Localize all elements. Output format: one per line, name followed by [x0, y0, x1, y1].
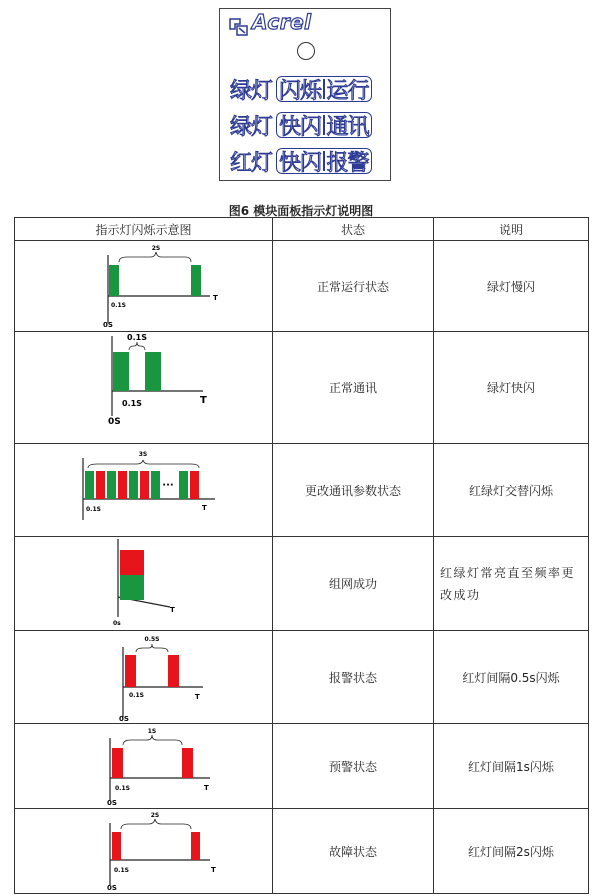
axis-label: T	[211, 866, 216, 874]
pulse-mark	[145, 352, 161, 391]
origin-label: 0S	[103, 321, 113, 329]
timing-diagram	[15, 809, 273, 893]
panel-row-box	[276, 148, 372, 174]
indicator-led	[297, 42, 315, 60]
pulse-mark	[107, 471, 116, 499]
interval-label: 0.1S	[127, 333, 147, 342]
diagram-cell	[15, 809, 273, 894]
pulse-mark	[112, 748, 123, 778]
ellipsis: ···	[162, 480, 174, 491]
timing-diagram	[15, 537, 273, 630]
timing-diagram	[15, 631, 273, 723]
state-cell: 正常通讯	[273, 332, 434, 444]
table-row	[15, 444, 589, 537]
diagram-cell	[15, 444, 273, 537]
interval-label: 0.5S	[144, 636, 160, 643]
axis-label: T	[200, 395, 207, 406]
pulse-label: 0.1S	[129, 692, 144, 699]
panel-word: 报警	[326, 150, 369, 176]
pulse-label: 0.1S	[122, 399, 142, 408]
table-row	[15, 537, 589, 631]
origin-label: 0S	[107, 799, 117, 807]
desc-cell: 红灯间隔2s闪烁	[434, 809, 589, 894]
panel-row-alarm	[230, 147, 372, 175]
desc-cell: 红灯间隔1s闪烁	[434, 724, 589, 809]
interval-brace	[119, 252, 191, 262]
pulse-label: 0.1S	[115, 785, 130, 792]
pulse-mark	[179, 471, 188, 499]
divider	[323, 151, 325, 171]
panel-word: 快闪	[279, 114, 322, 140]
pulse-mark	[120, 550, 144, 575]
diagram-cell	[15, 537, 273, 631]
pulse-mark	[151, 471, 160, 499]
diagram-cell	[15, 241, 273, 332]
pulse-mark	[113, 352, 129, 391]
divider	[323, 115, 325, 135]
state-cell: 更改通讯参数状态	[273, 444, 434, 537]
interval-label: 2S	[151, 245, 161, 252]
desc-cell: 红灯间隔0.5s闪烁	[434, 631, 589, 724]
state-cell: 正常运行状态	[273, 241, 434, 332]
interval-brace	[88, 460, 199, 468]
pulse-mark	[112, 832, 121, 860]
panel-word: 闪烁	[279, 78, 322, 104]
panel-row-comm	[230, 111, 372, 139]
pulse-mark	[120, 575, 144, 600]
table-row	[15, 809, 589, 894]
axis-label: T	[195, 693, 200, 701]
pulse-label: 0.1S	[114, 867, 129, 874]
timing-diagram	[15, 332, 273, 443]
desc-cell: 绿灯快闪	[434, 332, 589, 444]
pulse-mark	[182, 748, 193, 778]
origin-label: 0S	[119, 715, 129, 723]
pulse-mark	[191, 265, 201, 296]
origin-label: 0s	[113, 620, 121, 627]
panel-row-color: 红灯	[230, 150, 273, 176]
diagram-cell	[15, 332, 273, 444]
state-cell: 报警状态	[273, 631, 434, 724]
panel-row-box	[276, 76, 372, 102]
header-desc: 说明	[434, 218, 589, 241]
panel-row-run	[230, 75, 372, 103]
panel-row-color: 绿灯	[230, 114, 273, 140]
table-row	[15, 631, 589, 724]
panel-word: 通讯	[326, 114, 369, 140]
pulse-label: 0.1S	[86, 506, 101, 513]
interval-label: 3S	[138, 451, 148, 458]
pulse-mark	[125, 655, 136, 687]
pulse-mark	[191, 832, 200, 860]
interval-label: 2S	[150, 812, 160, 819]
timing-diagram	[15, 241, 273, 331]
table-row	[15, 724, 589, 809]
panel-word: 快闪	[279, 150, 322, 176]
state-cell: 组网成功	[273, 537, 434, 631]
header-diagram: 指示灯闪烁示意图	[15, 218, 273, 241]
origin-label: 0S	[107, 884, 117, 892]
panel-row-box	[276, 112, 372, 138]
desc-cell: 红绿灯常亮直至频率更改成功	[434, 537, 589, 631]
pulse-mark	[168, 655, 179, 687]
table-row	[15, 332, 589, 444]
interval-label: 1S	[147, 728, 157, 735]
diagram-cell	[15, 724, 273, 809]
brand-name: Acrel	[252, 10, 312, 34]
pulse-mark	[190, 471, 199, 499]
origin-label: 0S	[108, 417, 121, 427]
panel-word: 运行	[326, 78, 369, 104]
state-cell: 故障状态	[273, 809, 434, 894]
table-header-row	[15, 218, 589, 241]
pulse-mark	[109, 265, 119, 296]
pulse-mark	[129, 471, 138, 499]
header-state: 状态	[273, 218, 434, 241]
pulse-mark	[96, 471, 105, 499]
figure-caption: 图6 模块面板指示灯说明图	[228, 204, 374, 218]
axis-label: T	[213, 294, 218, 302]
panel-row-color: 绿灯	[230, 78, 273, 104]
axis-label: T	[204, 784, 209, 792]
interval-brace	[129, 342, 145, 350]
axis-label: T	[170, 606, 175, 614]
diagram-cell	[15, 631, 273, 724]
pulse-mark	[118, 471, 127, 499]
state-cell: 预警状态	[273, 724, 434, 809]
indicator-table	[14, 217, 589, 894]
acrel-logo-icon	[228, 14, 250, 40]
timing-diagram	[15, 724, 273, 808]
pulse-mark	[140, 471, 149, 499]
axis-label: T	[202, 504, 207, 512]
pulse-mark	[85, 471, 94, 499]
interval-brace	[123, 735, 182, 745]
module-panel	[219, 8, 391, 181]
interval-brace	[136, 644, 168, 652]
table-row	[15, 241, 589, 332]
pulse-label: 0.1S	[111, 302, 126, 309]
interval-brace	[121, 819, 191, 829]
desc-cell: 绿灯慢闪	[434, 241, 589, 332]
divider	[323, 79, 325, 99]
timing-diagram	[15, 444, 273, 536]
desc-cell: 红绿灯交替闪烁	[434, 444, 589, 537]
